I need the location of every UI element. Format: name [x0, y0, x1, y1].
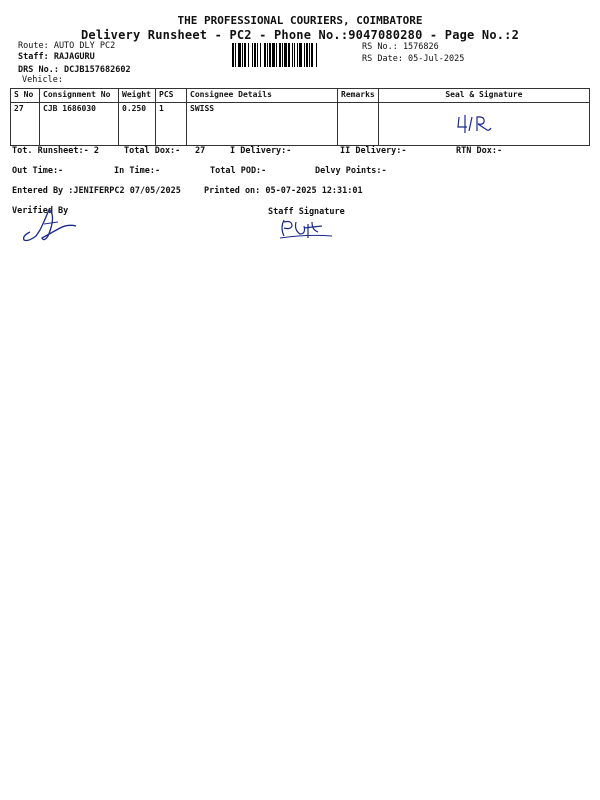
- barcode-image: [232, 43, 354, 67]
- col-s-no: S No: [11, 89, 40, 103]
- cell-pcs: 1: [156, 103, 187, 146]
- runsheet-table: [10, 88, 590, 146]
- staff-signature: [278, 216, 338, 242]
- route-label: Route: AUTO DLY PC2: [18, 41, 116, 51]
- verifier-signature: [18, 202, 82, 246]
- staff-signature-label: Staff Signature: [268, 207, 345, 217]
- i-delivery: I Delivery:-: [230, 146, 292, 156]
- verified-by-label: Verified By: [12, 206, 69, 216]
- cell-remarks: [338, 103, 379, 146]
- delvy-points: Delvy Points:-: [315, 166, 387, 176]
- runsheet-subtitle: Delivery Runsheet - PC2 - Phone No.:9047080280 - Page No.:2: [80, 28, 520, 42]
- table-header-row: [11, 89, 590, 103]
- staff-label: Staff: RAJAGURU: [18, 52, 95, 62]
- total-dox-value: 27: [195, 146, 206, 156]
- col-weight: Weight: [119, 89, 156, 103]
- col-consignment-no: Consignment No: [40, 89, 119, 103]
- rtn-dox: RTN Dox:-: [456, 146, 503, 156]
- cell-weight: 0.250: [119, 103, 156, 146]
- col-consignee-details: Consignee Details: [187, 89, 338, 103]
- total-dox-label: Total Dox:-: [124, 146, 181, 156]
- handwritten-seal-mark: [455, 111, 495, 135]
- vehicle-label: Vehicle:: [22, 75, 63, 85]
- cell-consignment-no: CJB 1686030: [40, 103, 119, 146]
- col-pcs: PCS: [156, 89, 187, 103]
- col-remarks: Remarks: [338, 89, 379, 103]
- cell-seal-signature: [378, 103, 589, 146]
- col-seal-signature: Seal & Signature: [378, 89, 589, 103]
- printed-on: Printed on: 05-07-2025 12:31:01: [204, 186, 363, 196]
- table-row: [11, 103, 590, 146]
- tot-runsheet: Tot. Runsheet:- 2: [12, 146, 99, 156]
- drs-number: DRS No.: DCJB157682602: [18, 65, 131, 75]
- company-title: THE PROFESSIONAL COURIERS, COIMBATORE: [177, 14, 423, 27]
- cell-s-no: 27: [11, 103, 40, 146]
- rs-date: RS Date: 05-Jul-2025: [362, 54, 465, 64]
- out-time: Out Time:-: [12, 166, 64, 176]
- rs-number: RS No.: 1576826: [362, 42, 439, 52]
- cell-consignee: SWISS: [187, 103, 338, 146]
- in-time: In Time:-: [114, 166, 161, 176]
- total-pod: Total POD:-: [210, 166, 267, 176]
- ii-delivery: II Delivery:-: [340, 146, 407, 156]
- entered-by: Entered By :JENIFERPC2 07/05/2025: [12, 186, 181, 196]
